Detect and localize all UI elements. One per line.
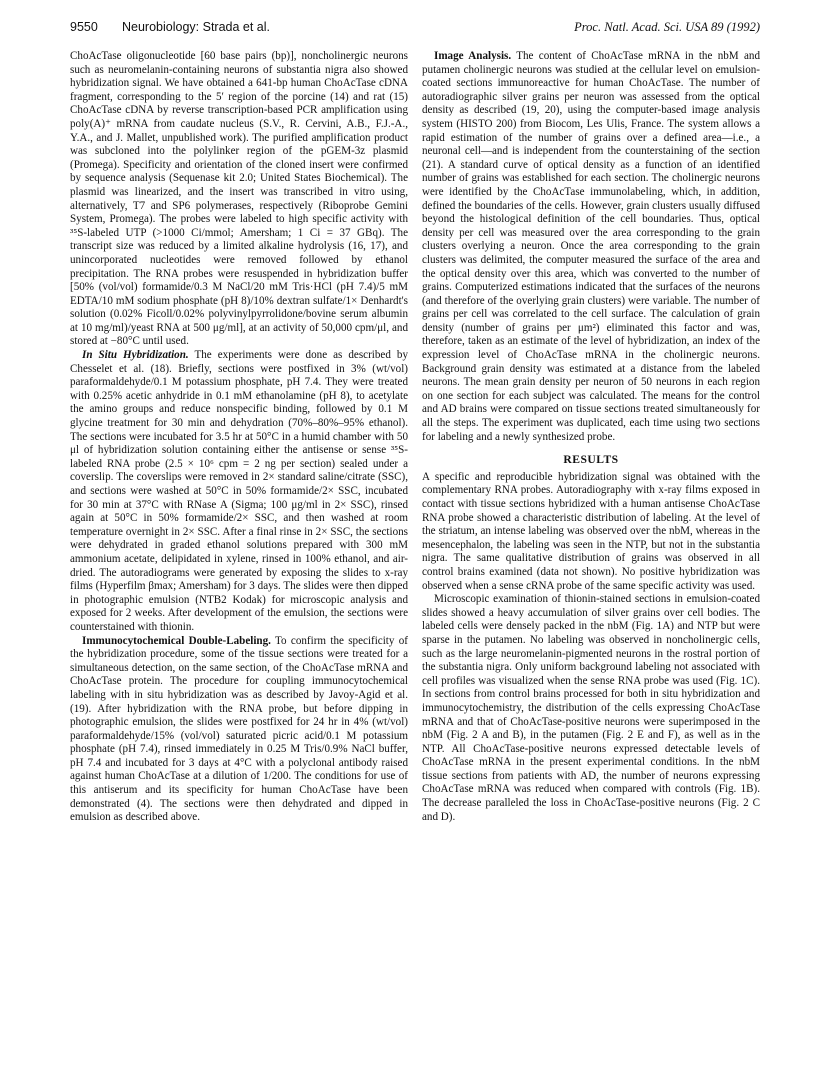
immuno-heading: Immunocytochemical Double-Labeling. [82, 634, 271, 647]
running-title: Neurobiology: Strada et al. [122, 20, 271, 34]
journal-citation: Proc. Natl. Acad. Sci. USA 89 (1992) [574, 20, 760, 34]
in-situ-heading: In Situ Hybridization. [82, 349, 189, 362]
image-analysis-paragraph [422, 50, 760, 444]
immuno-text: To confirm the specificity of the hybridization procedure, some of the tissue sections were treated for a simultaneous detection, on the same section, of the ChoAcTase mRNA and ChoAcTase protein. The procedure for coupling immunocytochemical labeling with in situ hybridization was as described by Javoy-Agid et al. (19). After hybridization with the RNA probe, but before dipping in photographic emulsion, the slides were postfixed for 24 hr in 4% (wt/vol) paraformaldehyde/15% (vol/vol) saturated picric acid/0.1 M potassium phosphate (pH 7.4), rinsed immediately in 0.25 M Tris/0.9% NaCl buffer, pH 7.4 and incubated for 3 days at 4°C with a polyclonal antibody raised against human ChoAcTase at a dilution of 1/200. The conditions for use of this antiserum and its specificity for human ChoAcTase have been demonstrated (4). The sections were then dehydrated and dipped in emulsion as described above. [70, 634, 409, 824]
results-paragraph-1: A specific and reproducible hybridization signal was obtained with the complementary RNA probes. Autoradiography with x-ray films exposed in contact with tissue sections hybridized with a human antisense ChoAcTase RNA probe showed a characteristic distribution of labeling. At the level of the striatum, an intense labeling was observed over the nbM, whereas in the mesencephalon, the labeling was seen in the NTP, but not in the substantia nigra. The same qualitative distribution of grains was observed in all control brains examined (data not shown). No positive hybridization was observed when a sense cRNA probe of the same specific activity was used. [422, 470, 760, 592]
image-analysis-text: The content of ChoAcTase mRNA in the nbM and putamen cholinergic neurons was studied at the cellular level on emulsion-coated sections immunoreactive for human ChoAcTase. The number of autoradiographic silver grains per neuron was assessed from the optical density as described (19, 20), using the computer-based image analysis system (HISTO 200) from Biocom, Les Ulis, France. The system allows a rapid estimation of the number of grains over a defined area—i.e., a neuronal cell—and is independent from the counterstaining of the section (21). A standard curve of optical density as a function of an identified number of grains was established for each section. The cholinergic neurons were identified by the ChoAcTase immunolabeling, which, in addition, defined the boundaries of the cells. However, grain clusters usually diffused beyond the histological definition of the cell boundaries. Thus, optical density per cell was measured over the area corresponding to the grain clusters overlying a neuron. Once the area corresponding to the grain clusters was delimited, the computer measured the surface of the area and the optical density over this area, which was converted to the number of grains. Computerized estimations indicated that the surfaces of the neurons (and therefore of the overlying grain clusters) were variable. The number of grains per cell was correlated to the cell surface. The calculation of grain density (number of grains per μm²) eliminated this factor and was, therefore, taken as an estimate of the level of hybridization, an index of the expression level of ChoAcTase mRNA in the cholinergic neurons. Background grain density was estimated at a distance from the labeled neurons. The mean grain density per neuron of 50 neurons in each region on one section for each subject was calculated. The means for the control and AD brains were compared on tissue sections treated simultaneously for all the steps. The experiment was duplicated, each time using two sections for labeling and a newly synthesized probe. [422, 50, 760, 443]
page-header [70, 20, 760, 40]
probe-paragraph: ChoAcTase oligonucleotide [60 base pairs (bp)], noncholinergic neurons such as neuromelanin-containing neurons of substantia nigra also showed hybridization signal. We have obtained a 641-bp human ChoAcTase cDNA fragment, corresponding to the 5′ region of the porcine (14) and rat (15) ChoAcTase cDNA by reverse transcription-based PCR amplification using poly(A)⁺ mRNA from caudate nucleus (S.V., R. Cervini, A.B., F.J.-A., Y.A., and J. Mallet, unpublished work). The purified amplification product was subcloned into the polylinker region of the pGEM-3z plasmid (Promega). Specificity and orientation of the cloned insert were confirmed by sequence analysis (Sequenase kit 2.0; United States Biochemical). The plasmid was linearized, and the insert was transcribed in vitro using, alternatively, T7 and SP6 polymerases, respectively (Riboprobe Gemini System, Promega). The probes were labeled to high specific activity with ³⁵S-labeled UTP (>1000 Ci/mmol; Amersham; 1 Ci = 37 GBq). The transcript size was reduced by a limited alkaline hydrolysis (16, 17), and unincorporated nucleotides were removed followed by ethanol precipitation. The RNA probes were resuspended in hybridization buffer [50% (vol/vol) formamide/0.3 M NaCl/20 mM Tris·HCl (pH 7.4)/5 mM EDTA/10 mM sodium phosphate (pH 8)/10% dextran sulfate/1× Denhardt's solution (0.02% Ficoll/0.02% polyvinylpyrrolidone/bovine serum albumin at 10 mg/ml)/yeast RNA at 500 μg/ml], at an activity of 50,000 cpm/μl, and stored at −80°C until used. [70, 50, 408, 348]
in-situ-paragraph [70, 349, 408, 634]
left-column [70, 50, 408, 825]
page-number: 9550 [70, 20, 98, 34]
image-analysis-heading: Image Analysis. [434, 50, 512, 62]
immuno-paragraph [70, 635, 408, 825]
in-situ-text: The experiments were done as described by Chesselet et al. (18). Briefly, sections were postfixed in 3% (wt/vol) paraformaldehyde/0.1 M potassium phosphate, pH 7.4. They were treated with 0.25% acetic anhydride in 0.1 mM ethanolamine (pH 8), to acetylate the amino groups and reduce nonspecific binding, followed by 0.1 M glycine treatment for 30 min and dehydration (70%–80%–95% ethanol). The sections were incubated for 3.5 hr at 50°C in a humid chamber with 50 μl of hybridization solution containing either the antisense or sense ³⁵S-labeled RNA probe (2.5 × 10⁶ cpm = 2 ng per section) sealed under a coverslip. The coverslips were removed in 2× standard saline/citrate (SSC), and sections were washed at 50°C in 50% formamide/2× SSC, incubated for 30 min at 37°C with RNase A (Sigma; 100 μg/ml in 2× SSC), rinsed again at 50°C in 50% formamide/2× SSC, and then washed at room temperature overnight in 2× SSC. After a final rinse in 2× SSC, the sections were dehydrated in graded ethanol solutions prepared with 300 mM ammonium acetate, delipidated in xylene, rinsed in 100% ethanol, and air-dried. The autoradiograms were generated by exposing the slides to x-ray films (Hyperfilm βmax; Amersham) for 3 days. The slides were then dipped in photographic emulsion (NTB2 Kodak) for microscopic analysis and exposed for 2 weeks. After development of the emulsion, the sections were counterstained with thionin. [70, 349, 408, 633]
results-paragraph-2: Microscopic examination of thionin-stained sections in emulsion-coated slides showed a heavy accumulation of silver grains over cell bodies. The labeled cells were densely packed in the nbM (Fig. 1A) and NTP but were sparse in the putamen. No labeling was observed in noncholinergic cells, such as the large neuromelanin-pigmented neurons in the rostral portion of the substantia nigra. Only uniform background labeling not associated with cell profiles was visualized when the sense RNA probe was used (Fig. 1C). In sections from control brains processed for both in situ hybridization and immunocytochemistry, the distribution of the cells expressing ChoAcTase mRNA and that of ChoAcTase-positive neurons were superimposed in the nbM (Fig. 2 A and B), in the putamen (Fig. 2 E and F), as well as in the NTP. All ChoAcTase-positive neurons expressed detectable levels of ChoAcTase mRNA in the present experimental conditions. In the nbM tissue sections from patients with AD, the number of neurons expressing ChoAcTase mRNA was reduced when compared with controls (Fig. 1B). The decrease paralleled the loss in ChoAcTase-positive neurons (Fig. 2 C and D). [422, 593, 760, 823]
results-heading: RESULTS [563, 453, 619, 467]
right-column [422, 50, 760, 824]
